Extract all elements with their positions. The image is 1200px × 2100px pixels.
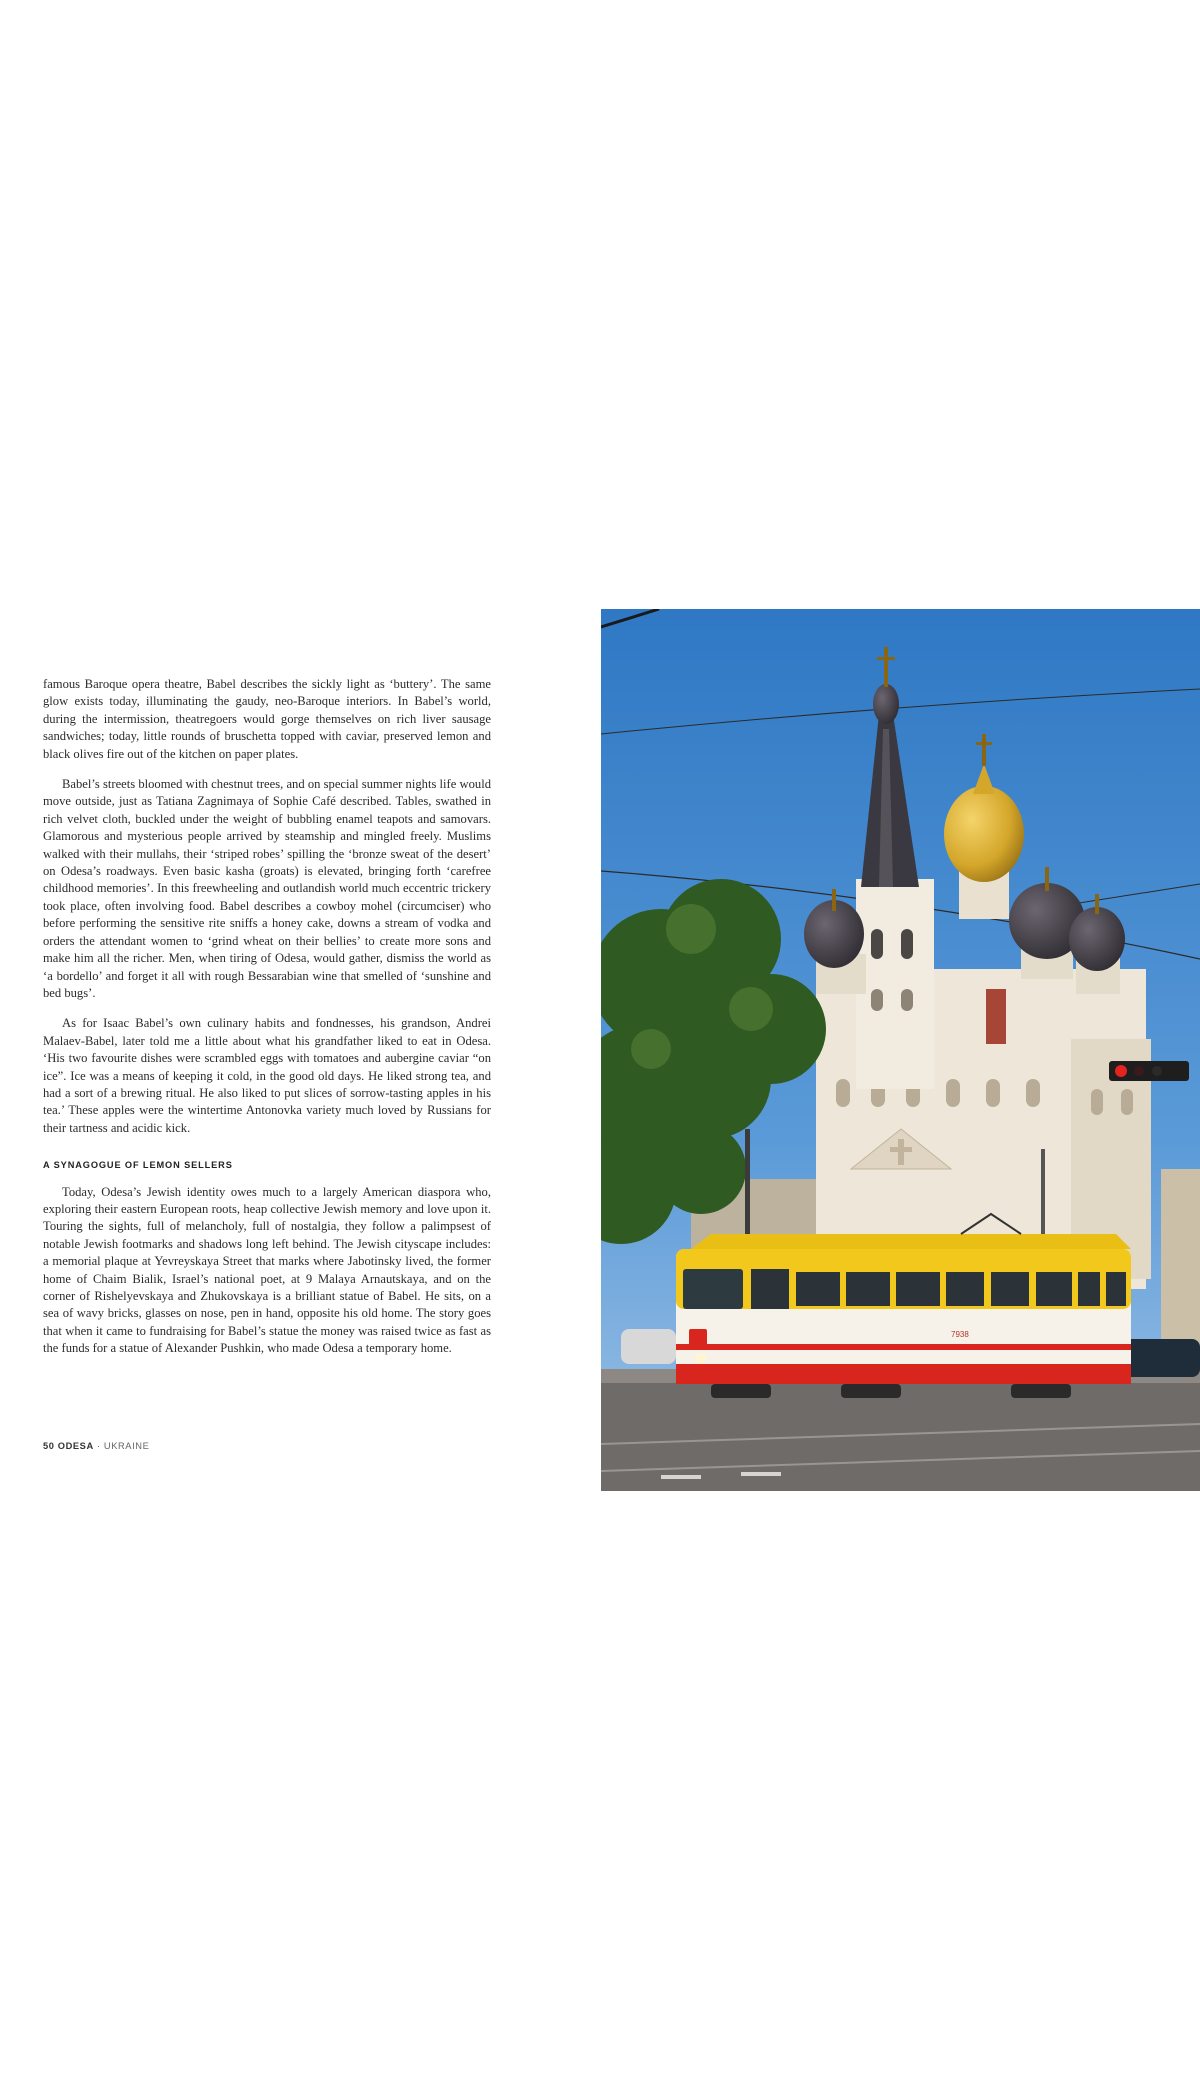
section-subheading: A SYNAGOGUE OF LEMON SELLERS bbox=[43, 1160, 233, 1171]
paragraph-opera: famous Baroque opera theatre, Babel describes the sickly light as ‘buttery’. The same glow exists today, illuminating the gaudy, neo-Baroque interiors. In Babel’s world, during the intermission, theatregoers would gorge themselves on rich liver sausage sandwiches; today, little rounds of bruschetta topped with caviar, preserved lemon and black olives fire out of the kitchen on paper plates. bbox=[43, 677, 491, 761]
car bbox=[621, 1329, 676, 1364]
bell-tower bbox=[856, 879, 934, 1089]
page-folio bbox=[43, 1441, 149, 1451]
page-number: 50 bbox=[43, 1441, 55, 1451]
tram bbox=[676, 1214, 1131, 1398]
photo-illustration bbox=[601, 609, 1200, 1491]
tram-number: 7938 bbox=[951, 1330, 969, 1339]
folio-separator: · bbox=[96, 1441, 101, 1451]
article-body bbox=[43, 676, 491, 1371]
gold-dome bbox=[944, 786, 1024, 882]
background-building bbox=[1161, 1169, 1200, 1349]
paragraph-streets: Babel’s streets bloomed with chestnut trees, and on special summer nights life would move outside, just as Tatiana Zagnimaya of Sophie Café described. Tables, swathed in rich velvet cloth, buckled under the weight of bubbling enamel teapots and samovars. Glamorous and mysterious people arrived by steamship and mingled freely. Muslims walked with their mullahs, their ‘striped robes’ spilling the ‘bronze sweat of the desert’ on Odesa’s roadways. Even basic kasha (groats) is elevated, bringing forth ‘carefree childhood memories’. In this freewheeling and outlandish world much eccentric trickery took place, often involving food. Babel describes a cowboy mohel (circumciser) who before performing the sensitive rite sniffs a honey cake, downs a stream of vodka and orders the attendant women to ‘grind wheat on their bellies’ to create more sons and make him all the richer. Men, when tiring of Odesa, would gather, dismiss the world as ‘a bordello’ and forget it all with rough Bessarabian wine that smelled of ‘sunshine and bed bugs’. bbox=[43, 777, 491, 1000]
cathedral-chimney bbox=[986, 989, 1006, 1044]
car bbox=[1121, 1339, 1200, 1377]
spire-dome bbox=[873, 684, 899, 724]
cathedral-tram-photo bbox=[601, 609, 1200, 1491]
folio-section: ODESA bbox=[57, 1441, 94, 1451]
paragraph-culinary: As for Isaac Babel’s own culinary habits and fondnesses, his grandson, Andrei Malaev-Babel, later told me a little about what his grandfather liked to eat in Odesa. ‘His two favourite dishes were scrambled eggs with tomatoes and aubergine caviar “on ice”. Ice was a means of keeping it cold, in the good old days. He liked strong tea, and had a sort of a brewing ritual. He also liked to put slices of sorrow-tasting apples in his tea.’ These apples were the wintertime Antonovka variety much loved by Russians for their tartness and acidic kick. bbox=[43, 1016, 491, 1135]
paragraph-jewish-identity: Today, Odesa’s Jewish identity owes much to a largely American diaspora who, exploring their eastern European roots, heap collective Jewish memory and love upon it. Touring the sights, full of melancholy, full of nostalgia, they follow a palimpsest of notable Jewish footmarks and shadows long left behind. The Jewish cityscape includes: a memorial plaque at Yevreyskaya Street that marks where Jabotinsky lived, the former home of Chaim Bialik, Israel’s national poet, at 9 Malaya Arnautskaya, and on the corner of Rishelyevskaya and Zhukovskaya is a brilliant statue of Babel. He sits, on a sea of wavy bricks, glasses on nose, pen in hand, opposite his old home. The story goes that when it came to fundraising for Babel’s statue the money was raised twice as fast as the funds for a statue of Alexander Pushkin, who made Odesa a temporary home. bbox=[43, 1184, 491, 1356]
folio-country: UKRAINE bbox=[103, 1441, 150, 1451]
onion-dome bbox=[1069, 907, 1125, 971]
